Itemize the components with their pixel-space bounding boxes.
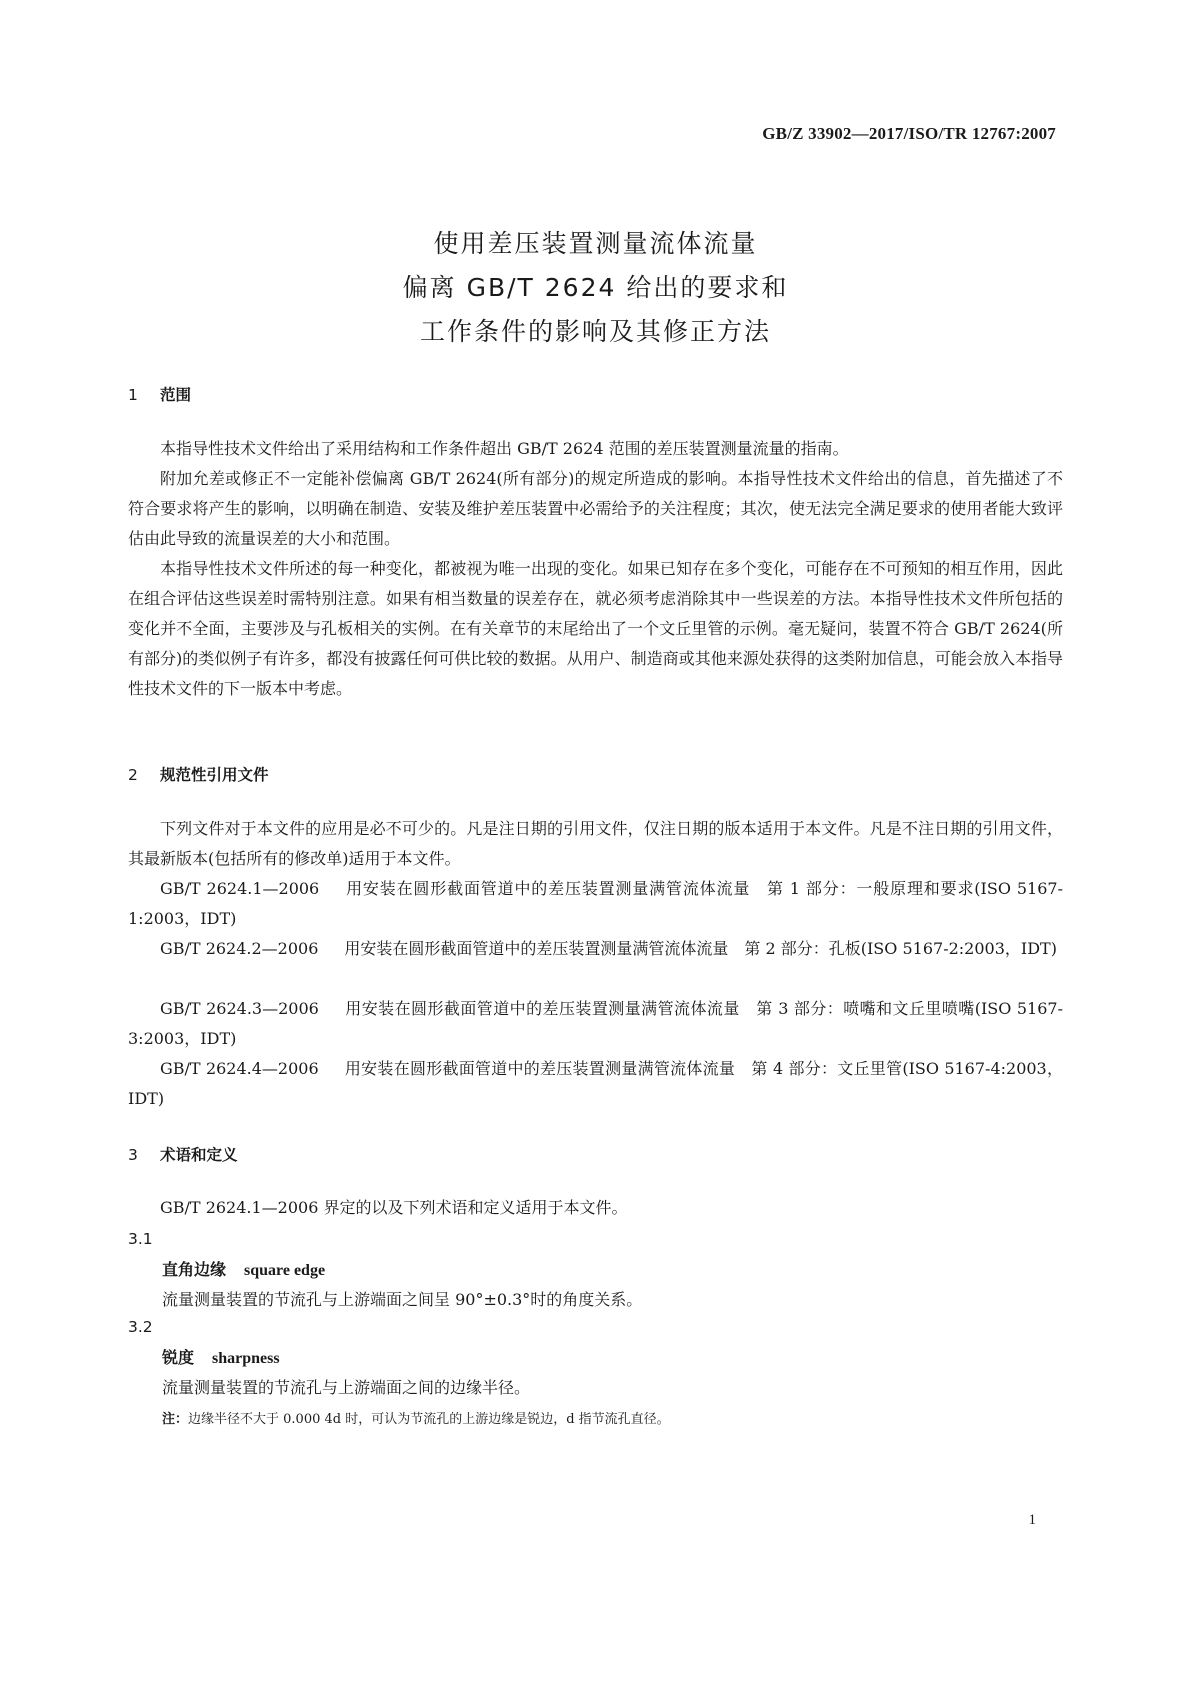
reference-code: GB/T 2624.1—2006 — [160, 879, 320, 898]
reference-item — [128, 994, 1063, 1054]
standard-code: GB/Z 33902—2017/ISO/TR 12767:2007 — [762, 124, 1056, 143]
reference-item — [128, 934, 1063, 964]
term-definition: 流量测量装置的节流孔与上游端面之间的边缘半径。 — [162, 1378, 531, 1397]
term-heading — [162, 1345, 280, 1368]
reference-item — [128, 1054, 1063, 1114]
reference-text: 用安装在圆形截面管道中的差压装置测量满管流体流量 第 3 部分：喷嘴和文丘里喷嘴(ISO 5167-3:2003，IDT) — [128, 999, 1064, 1048]
term-definition: 流量测量装置的节流孔与上游端面之间呈 90°±0.3°时的角度关系。 — [162, 1290, 643, 1309]
term-number: 3.1 — [128, 1230, 153, 1248]
section-2-paragraph-1: 下列文件对于本文件的应用是必不可少的。凡是注日期的引用文件，仅注日期的版本适用于本文件。凡是不注日期的引用文件，其最新版本(包括所有的修改单)适用于本文件。 — [128, 819, 1063, 868]
reference-text: 用安装在圆形截面管道中的差压装置测量满管流体流量 第 2 部分：孔板(ISO 5167-2:2003，IDT) — [344, 939, 1057, 958]
section-number: 2 — [128, 766, 138, 784]
term-number: 3.2 — [128, 1318, 153, 1336]
section-3-paragraph-1: GB/T 2624.1—2006 界定的以及下列术语和定义适用于本文件。 — [160, 1198, 628, 1217]
section-title: 术语和定义 — [160, 1146, 238, 1164]
section-number: 1 — [128, 386, 138, 404]
section-1-paragraph-3: 本指导性技术文件所述的每一种变化，都被视为唯一出现的变化。如果已知存在多个变化，可能存在不可预知的相互作用，因此在组合评估这些误差时需特别注意。如果有相当数量的误差存在，就必须考虑消除其中一些误差的方法。本指导性技术文件所包括的变化并不全面，主要涉及与孔板相关的实例。在有关章节的末尾给出了一个文丘里管的示例。毫无疑问，装置不符合 GB/T 2624(所有部分)的类似例子有许多，都没有披露任何可供比较的数据。从用户、制造商或其他来源处获得的这类附加信息，可能会放入本指导性技术文件的下一版本中考虑。 — [128, 559, 1063, 698]
term-en: square edge — [244, 1262, 326, 1279]
reference-text: 用安装在圆形截面管道中的差压装置测量满管流体流量 第 1 部分：一般原理和要求(ISO 5167-1:2003，IDT) — [128, 879, 1063, 928]
term-en: sharpness — [212, 1350, 280, 1367]
reference-text: 用安装在圆形截面管道中的差压装置测量满管流体流量 第 4 部分：文丘里管(ISO 5167-4:2003，IDT) — [128, 1059, 1063, 1108]
term-heading — [162, 1257, 325, 1280]
reference-code: GB/T 2624.3—2006 — [160, 999, 319, 1018]
section-title: 规范性引用文件 — [160, 766, 269, 784]
section-2-heading — [128, 763, 269, 785]
section-1-heading — [128, 383, 191, 405]
title-line-2: 偏离 GB/T 2624 给出的要求和 — [402, 273, 789, 302]
document-title — [0, 222, 1191, 354]
section-1-paragraph-1: 本指导性技术文件给出了采用结构和工作条件超出 GB/T 2624 范围的差压装置测量流量的指南。 — [160, 439, 849, 458]
section-3-heading — [128, 1143, 238, 1165]
reference-item — [128, 874, 1063, 934]
section-number: 3 — [128, 1146, 138, 1164]
reference-code: GB/T 2624.2—2006 — [160, 939, 319, 958]
note-text: 边缘半径不大于 0.000 4d 时，可认为节流孔的上游边缘是锐边，d 指节流孔直径。 — [188, 1412, 670, 1427]
title-line-1: 使用差压装置测量流体流量 — [433, 229, 758, 258]
term-zh: 锐度 — [162, 1348, 195, 1367]
term-zh: 直角边缘 — [162, 1260, 227, 1279]
note — [162, 1408, 670, 1427]
reference-code: GB/T 2624.4—2006 — [160, 1059, 319, 1078]
title-line-3: 工作条件的影响及其修正方法 — [419, 317, 771, 346]
page-number: 1 — [1028, 1512, 1036, 1528]
section-1-paragraph-2: 附加允差或修正不一定能补偿偏离 GB/T 2624(所有部分)的规定所造成的影响。本指导性技术文件给出的信息，首先描述了不符合要求将产生的影响，以明确在制造、安装及维护差压装置中必需给予的关注程度；其次，使无法完全满足要求的使用者能大致评估由此导致的流量误差的大小和范围。 — [128, 469, 1063, 548]
note-label: 注： — [162, 1412, 189, 1427]
section-title: 范围 — [160, 386, 192, 404]
